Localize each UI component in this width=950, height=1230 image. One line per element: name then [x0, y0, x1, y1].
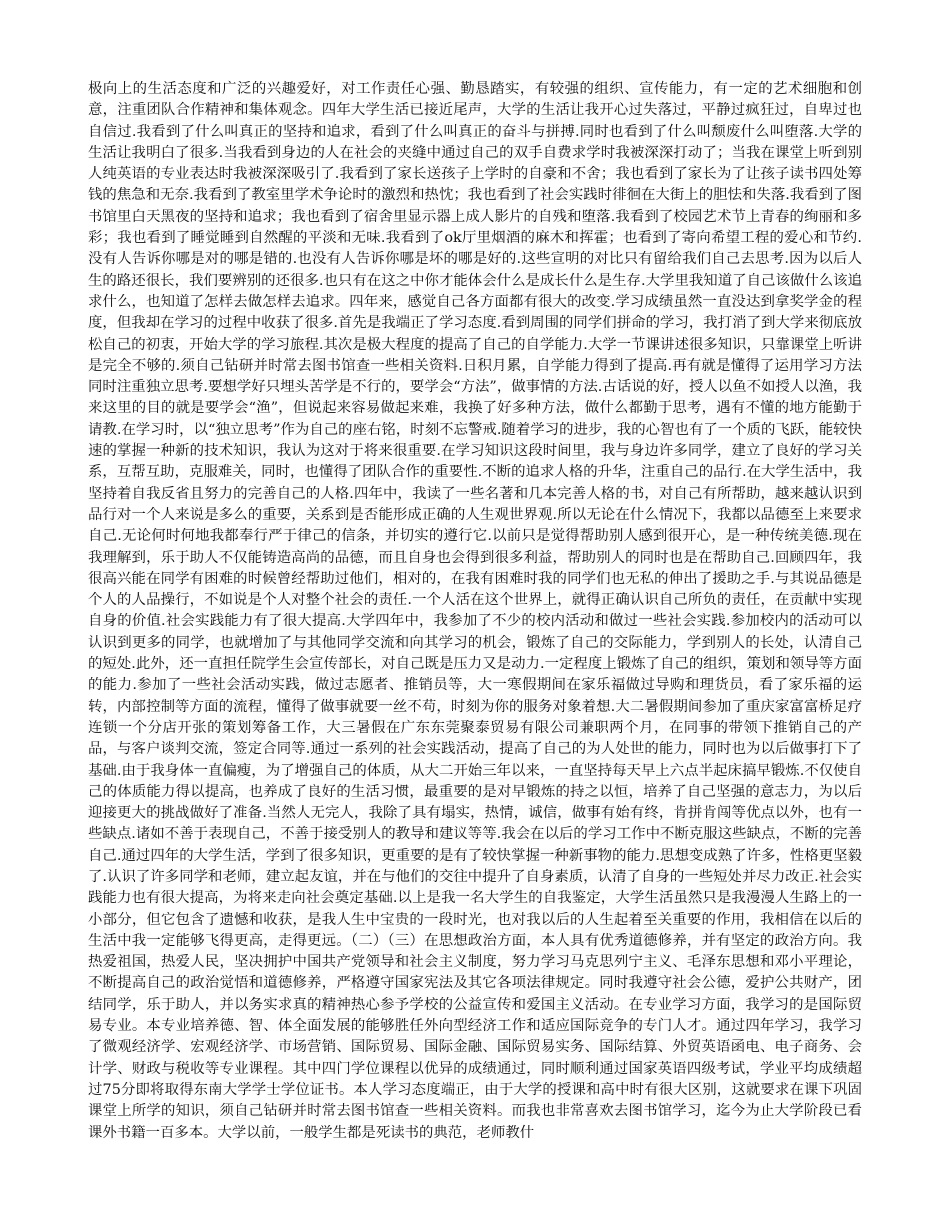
- document-page: [88, 79, 862, 1144]
- body-paragraph: 极向上的生活态度和广泛的兴趣爱好，对工作责任心强、勤恳踏实，有较强的组织、宣传能力，有一定的艺术细胞和创意，注重团队合作精神和集体观念。四年大学生活已接近尾声，大学的生活让我开心过失落过，平静过疯狂过，自卑过也自信过.我看到了什么叫真正的坚持和追求，看到了什么叫真正的奋斗与拼搏.同时也看到了什么叫颓废什么叫堕落.大学的生活让我明白了很多.当我看到身边的人在社会的夹缝中通过自己的双手自费求学时我被深深打动了；当我在课堂上听到别人纯英语的专业表达时我被深深吸引了.我看到了家长送孩子上学时的自豪和不舍；我也看到了家长为了让孩子读书四处筹钱的焦急和无奈.我看到了教室里学术争论时的激烈和热忱；我也看到了社会实践时徘徊在大街上的胆怯和失落.我看到了图书馆里白天黑夜的坚持和追求；我也看到了宿舍里显示器上成人影片的自残和堕落.我看到了校园艺术节上青春的绚丽和多彩；我也看到了睡觉睡到自然醒的平淡和无味.我看到了ok厅里烟酒的麻木和挥霍；也看到了寄向希望工程的爱心和节约.没有人告诉你哪是对的哪是错的.也没有人告诉你哪是坏的哪是好的.这些宣明的对比只有留给我们自己去思考.因为以后人生的路还很长，我们要辨别的还很多.也只有在这之中你才能体会什么是成长什么是生存.大学里我知道了自己该做什么该追求什么，也知道了怎样去做怎样去追求。四年来，感觉自己各方面都有很大的改变.学习成绩虽然一直没达到拿奖学金的程度，但我却在学习的过程中收获了很多.首先是我端正了学习态度.看到周围的同学们拼命的学习，我打消了到大学来彻底放松自己的初衷，开始大学的学习旅程.其次是极大程度的提高了自己的自学能力.大学一节课讲述很多知识，只靠课堂上听讲是完全不够的.须自己钻研并时常去图书馆查一些相关资料.日积月累，自学能力得到了提高.再有就是懂得了运用学习方法同时注重独立思考.要想学好只埋头苦学是不行的，要学会“方法”，做事情的方法.古话说的好，授人以鱼不如授人以渔，我来这里的目的就是要学会“渔”，但说起来容易做起来难，我换了好多种方法，做什么都勤于思考，遇有不懂的地方能勤于请教.在学习时，以“独立思考”作为自己的座右铭，时刻不忘警戒.随着学习的进步，我的心智也有了一个质的飞跃，能较快速的掌握一种新的技术知识，我认为这对于将来很重要.在学习知识这段时间里，我与身边许多同学，建立了良好的学习关系，互帮互助，克服难关，同时，也懂得了团队合作的重要性.不断的追求人格的升华，注重自己的品行.在大学生活中，我坚持着自我反省且努力的完善自己的人格.四年中，我读了一些名著和几本完善人格的书，对自己有所帮助，越来越认识到品行对一个人来说是多么的重要，关系到是否能形成正确的人生观世界观.所以无论在什么情况下，我都以品德至上来要求自己.无论何时何地我都奉行严于律己的信条，并切实的遵行它.以前只是觉得帮助别人感到很开心，是一种传统美德.现在我理解到，乐于助人不仅能铸造高尚的品德，而且自身也会得到很多利益，帮助别人的同时也是在帮助自己.回顾四年，我很高兴能在同学有困难的时候曾经帮助过他们，相对的，在我有困难时我的同学们也无私的伸出了援助之手.与其说品德是个人的人品操行，不如说是个人对整个社会的责任.一个人活在这个世界上，就得正确认识自己所负的责任，在贡献中实现自身的价值.社会实践能力有了很大提高.大学四年中，我参加了不少的校内活动和做过一些社会实践.参加校内的活动可以认识到更多的同学，也就增加了与其他同学交流和向其学习的机会，锻炼了自己的交际能力，学到别人的长处，认清自己的短处.此外，还一直担任院学生会宣传部长，对自己既是压力又是动力.一定程度上锻炼了自己的组织，策划和领导等方面的能力.参加了一些社会活动实践，做过志愿者、推销员等，大一寒假期间在家乐福做过导购和理货员，看了家乐福的运转，内部控制等方面的流程，懂得了做事就要一丝不苟，时刻为你的服务对象着想.大二暑假期间参加了重庆家富富桥足疗连锁一个分店开张的策划筹备工作，大三暑假在广东东莞聚泰贸易有限公司兼职两个月，在同事的带领下推销自己的产品，与客户谈判交流，签定合同等.通过一系列的社会实践活动，提高了自己的为人处世的能力，同时也为以后做事打下了基础.由于我身体一直偏瘦，为了增强自己的体质，从大二开始三年以来，一直坚持每天早上六点半起床搞早锻炼.不仅使自己的体质能力得以提高，也养成了良好的生活习惯，最重要的是对早锻炼的持之以恒，培养了自己坚强的意志力，为以后迎接更大的挑战做好了准备.当然人无完人，我除了具有塌实，热情，诚信，做事有始有终，肯拼肯闯等优点以外，也有一些缺点.诸如不善于表现自己，不善于接受别人的教导和建议等等.我会在以后的学习工作中不断克服这些缺点，不断的完善自己.通过四年的大学生活，学到了很多知识，更重要的是有了较快掌握一种新事物的能力.思想变成熟了许多，性格更坚毅了.认识了许多同学和老师，建立起友谊，并在与他们的交往中提升了自身素质，认清了自身的一些短处并尽力改正.社会实践能力也有很大提高，为将来走向社会奠定基础.以上是我一名大学生的自我鉴定，大学生活虽然只是我漫漫人生路上的一小部分，但它包含了遗憾和收获，是我人生中宝贵的一段时光，也对我以后的人生起着至关重要的作用，我相信在以后的生活中我一定能够飞得更高，走得更远。（二）（三）在思想政治方面，本人具有优秀道德修养，并有坚定的政治方向。我热爱祖国，热爱人民，坚决拥护中国共产党领导和社会主义制度，努力学习马克思列宁主义、毛泽东思想和邓小平理论，不断提高自己的政治觉悟和道德修养，严格遵守国家宪法及其它各项法律规定。同时我遵守社会公德，爱护公共财产，团结同学，乐于助人，并以务实求真的精神热心参予学校的公益宣传和爱国主义活动。在专业学习方面，我学习的是国际贸易专业。本专业培养德、智、体全面发展的能够胜任外向型经济工作和适应国际竞争的专门人才。通过四年学习，我学习了微观经济学、宏观经济学、市场营销、国际贸易、国际金融、国际贸易实务、国际结算、外贸英语函电、电子商务、会计学、财政与税收等专业课程。其中四门学位课程以优异的成绩通过，同时顺利通过国家英语四级考试，学业平均成绩超过75分即将取得东南大学学士学位证书。本人学习态度端正，由于大学的授课和高中时有很大区别，这就要求在课下巩固课堂上所学的知识，须自己钻研并时常去图书馆查一些相关资料。而我也非常喜欢去图书馆学习，迄今为止大学阶段已看课外书籍一百多本。大学以前，一般学生都是死读书的典范，老师教什: [88, 81, 862, 1141]
